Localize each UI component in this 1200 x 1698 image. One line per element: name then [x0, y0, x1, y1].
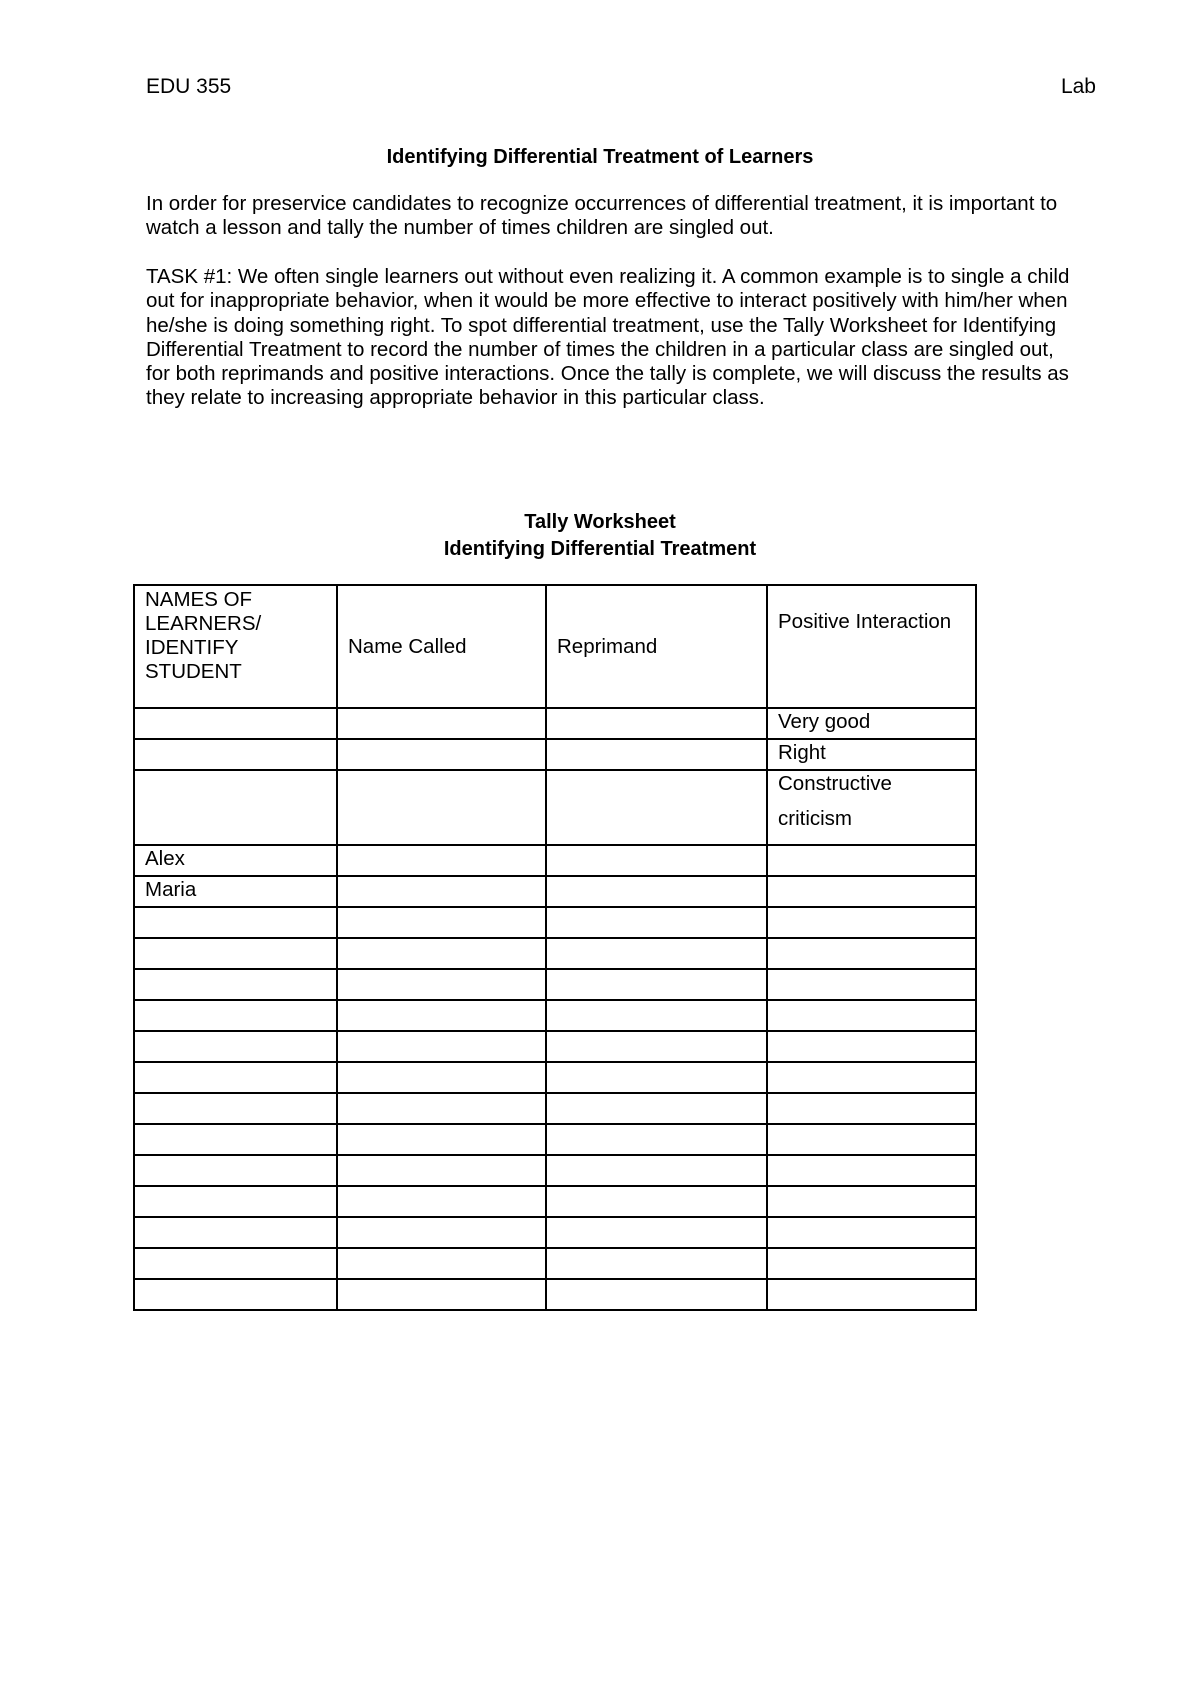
positive-interaction-cell[interactable] — [767, 1155, 976, 1186]
reprimand-cell[interactable] — [546, 1000, 767, 1031]
student-name-cell[interactable]: Alex — [134, 845, 337, 876]
name-called-cell[interactable] — [337, 1124, 546, 1155]
table-row — [134, 907, 976, 938]
student-name-cell[interactable]: Maria — [134, 876, 337, 907]
name-called-cell[interactable] — [337, 1000, 546, 1031]
name-cell[interactable] — [134, 1000, 337, 1031]
reprimand-cell[interactable] — [546, 938, 767, 969]
reprimand-cell[interactable] — [546, 1248, 767, 1279]
positive-interaction-cell[interactable] — [767, 1000, 976, 1031]
table-row — [134, 1062, 976, 1093]
reprimand-cell[interactable] — [546, 1217, 767, 1248]
reprimand-cell[interactable] — [546, 907, 767, 938]
reprimand-cell[interactable] — [546, 1062, 767, 1093]
name-cell[interactable] — [134, 1248, 337, 1279]
worksheet-subtitle: Identifying Differential Treatment — [443, 538, 757, 560]
table-row — [134, 1279, 976, 1310]
table-row — [134, 845, 976, 876]
name-cell[interactable] — [134, 938, 337, 969]
positive-interaction-cell[interactable] — [767, 1279, 976, 1310]
name-cell[interactable] — [134, 1093, 337, 1124]
name-cell[interactable] — [134, 1279, 337, 1310]
positive-example-cell: Right — [767, 739, 976, 770]
name-called-cell[interactable] — [337, 770, 546, 845]
table-row — [134, 1031, 976, 1062]
name-called-cell[interactable] — [337, 1279, 546, 1310]
table-row — [134, 739, 976, 770]
positive-interaction-cell[interactable] — [767, 1217, 976, 1248]
positive-interaction-cell[interactable] — [767, 907, 976, 938]
table-row — [134, 1248, 976, 1279]
column-header-reprimand: Reprimand — [546, 585, 767, 708]
table-row — [134, 1155, 976, 1186]
name-called-cell[interactable] — [337, 1186, 546, 1217]
column-header-positive-interaction: Positive Interaction — [767, 585, 976, 708]
reprimand-cell[interactable] — [546, 1155, 767, 1186]
positive-example-cell: Very good — [767, 708, 976, 739]
name-called-cell[interactable] — [337, 739, 546, 770]
reprimand-cell[interactable] — [546, 739, 767, 770]
reprimand-cell[interactable] — [546, 1186, 767, 1217]
worksheet-title: Tally Worksheet — [524, 511, 676, 533]
reprimand-cell[interactable] — [546, 845, 767, 876]
reprimand-cell[interactable] — [546, 1031, 767, 1062]
table-row — [134, 1217, 976, 1248]
tally-table — [133, 584, 977, 1311]
course-code: EDU 355 — [146, 75, 232, 98]
positive-interaction-cell[interactable] — [767, 876, 976, 907]
document-title: Identifying Differential Treatment of Learners — [386, 146, 814, 168]
positive-example-cell — [767, 770, 976, 845]
intro-paragraph: In order for preservice candidates to recognize occurrences of differential treatment, it is important to watch a lesson and tally the number of times children are singled out. — [146, 192, 1058, 240]
positive-interaction-cell[interactable] — [767, 1248, 976, 1279]
name-called-cell[interactable] — [337, 938, 546, 969]
positive-interaction-cell[interactable] — [767, 1124, 976, 1155]
name-cell[interactable] — [134, 1031, 337, 1062]
positive-interaction-cell[interactable] — [767, 845, 976, 876]
table-row — [134, 876, 976, 907]
reprimand-cell[interactable] — [546, 969, 767, 1000]
name-cell[interactable] — [134, 1155, 337, 1186]
name-called-cell[interactable] — [337, 1155, 546, 1186]
reprimand-cell[interactable] — [546, 770, 767, 845]
table-row — [134, 969, 976, 1000]
positive-example-line-2: criticism — [778, 807, 853, 830]
name-called-cell[interactable] — [337, 708, 546, 739]
positive-interaction-cell[interactable] — [767, 969, 976, 1000]
name-cell[interactable] — [134, 1217, 337, 1248]
name-cell[interactable] — [134, 969, 337, 1000]
table-row — [134, 770, 976, 845]
table-row — [134, 1186, 976, 1217]
name-cell[interactable] — [134, 739, 337, 770]
name-cell[interactable] — [134, 907, 337, 938]
table-header-row — [134, 585, 976, 708]
task-paragraph: TASK #1: We often single learners out without even realizing it. A common example is to single a child out for inappropriate behavior, when it would be more effective to interact positively with him/her when he/she is doing something right. To spot differential treatment, use the Tally Worksheet for Identifying Differential Treatment to record the number of times the children in a particular class are singled out, for both reprimands and positive interactions. Once the tally is complete, we will discuss the results as they relate to increasing appropriate behavior in this particular class. — [146, 265, 1070, 410]
name-called-cell[interactable] — [337, 1217, 546, 1248]
table-row — [134, 938, 976, 969]
table-row — [134, 708, 976, 739]
column-header-name-called: Name Called — [337, 585, 546, 708]
positive-interaction-cell[interactable] — [767, 1062, 976, 1093]
name-called-cell[interactable] — [337, 1062, 546, 1093]
positive-interaction-cell[interactable] — [767, 1186, 976, 1217]
reprimand-cell[interactable] — [546, 1279, 767, 1310]
reprimand-cell[interactable] — [546, 708, 767, 739]
reprimand-cell[interactable] — [546, 1124, 767, 1155]
positive-example-line-1: Constructive — [778, 772, 892, 795]
name-cell[interactable] — [134, 1124, 337, 1155]
table-row — [134, 1093, 976, 1124]
name-cell[interactable] — [134, 708, 337, 739]
name-cell[interactable] — [134, 1062, 337, 1093]
name-called-cell[interactable] — [337, 969, 546, 1000]
positive-interaction-cell[interactable] — [767, 1093, 976, 1124]
name-called-cell[interactable] — [337, 1248, 546, 1279]
name-called-cell[interactable] — [337, 1031, 546, 1062]
table-row — [134, 1124, 976, 1155]
document-type: Lab — [1060, 75, 1096, 98]
name-cell[interactable] — [134, 1186, 337, 1217]
positive-interaction-cell[interactable] — [767, 938, 976, 969]
reprimand-cell[interactable] — [546, 876, 767, 907]
name-called-cell[interactable] — [337, 1093, 546, 1124]
positive-interaction-cell[interactable] — [767, 1031, 976, 1062]
name-called-cell[interactable] — [337, 907, 546, 938]
reprimand-cell[interactable] — [546, 1093, 767, 1124]
column-header-names — [134, 585, 337, 708]
table-row — [134, 1000, 976, 1031]
name-called-cell[interactable] — [337, 845, 546, 876]
name-cell[interactable] — [134, 770, 337, 845]
column-header-names-label: NAMES OF LEARNERS/ IDENTIFY STUDENT — [145, 588, 262, 683]
name-called-cell[interactable] — [337, 876, 546, 907]
